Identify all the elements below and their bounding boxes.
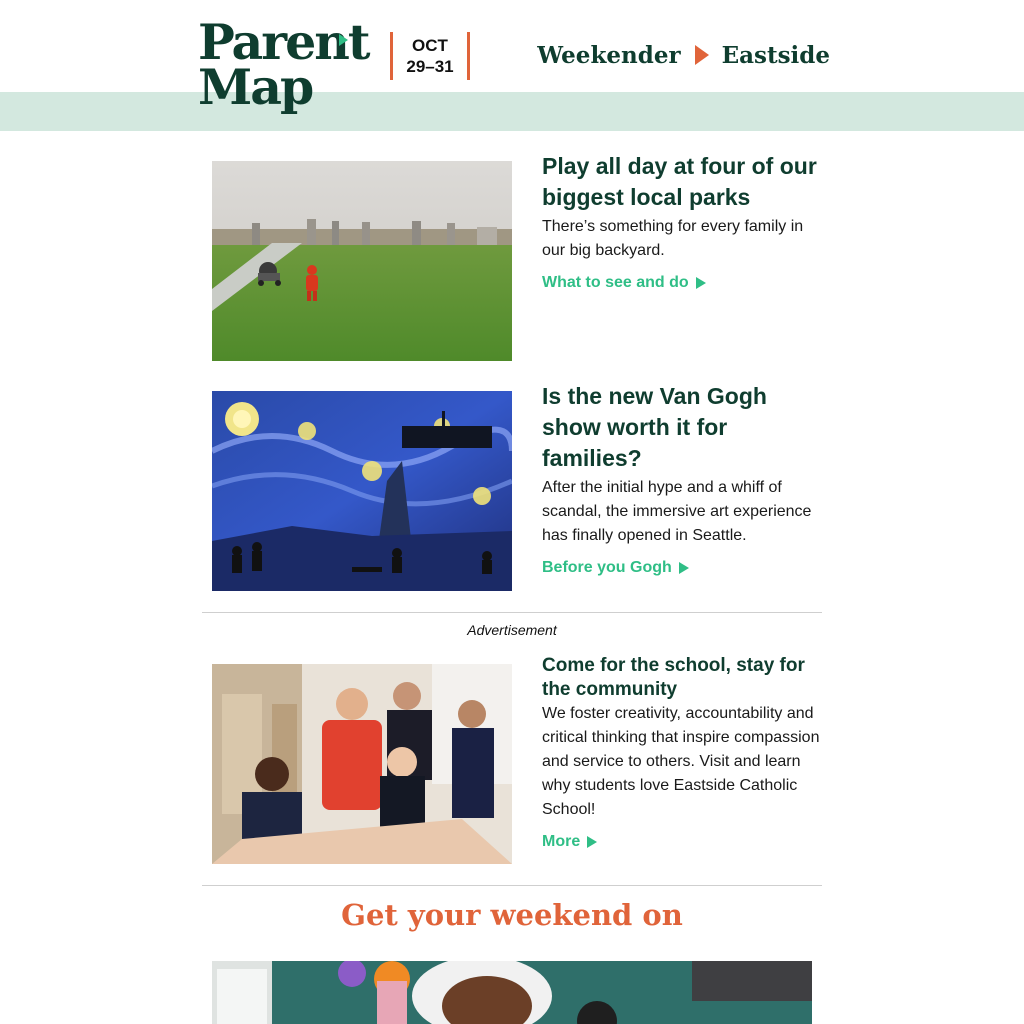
parks-photo[interactable] [212,161,512,361]
region-name: Eastside [721,41,830,69]
logo-text-parent: Parent [198,13,369,71]
read-more-link[interactable] [542,558,689,578]
advertisement-label: Advertisement [467,622,557,638]
ad-more-link[interactable] [542,832,597,852]
article-headline[interactable]: Play all day at four of our biggest local parks [542,153,817,210]
newsletter-name: Weekender [537,41,681,69]
article-blurb: After the initial hype and a whiff of scandal, the immersive art experience has finally opened in Seattle. [542,479,812,544]
article-van-gogh-text [542,381,824,578]
read-more-link[interactable] [542,273,706,293]
divider [202,885,822,886]
header [0,0,1024,131]
issue-date [390,32,470,80]
weekend-feature-photo[interactable] [212,961,812,1024]
ad-blurb: We foster creativity, accountability and critical thinking that inspire compassion and service to others. Visit and learn why students love Eastside Catholic School! [542,705,820,818]
read-more-label: Before you Gogh [542,559,672,576]
play-arrow-icon [679,562,689,574]
ad-eastside-catholic [212,655,824,864]
section-title: Get your weekend on [341,898,683,932]
article-blurb: There’s something for every family in our big backyard. [542,218,804,259]
play-arrow-icon [695,45,709,65]
ad-text [542,654,824,852]
read-more-label: What to see and do [542,274,689,291]
logo-text-map: Map [198,58,313,116]
students-photo[interactable] [212,664,512,864]
parentmap-logo[interactable] [198,10,369,122]
article-parks [212,153,824,361]
article-parks-text [542,151,824,293]
van-gogh-photo[interactable] [212,391,512,591]
header-band [0,92,1024,131]
play-arrow-icon [696,277,706,289]
issue-date-days: 29–31 [406,57,454,76]
newsletter-title [537,40,830,70]
logo-play-icon [339,34,348,46]
play-arrow-icon [587,836,597,848]
divider [202,612,822,613]
ad-more-label: More [542,833,581,850]
article-van-gogh [212,383,824,591]
article-headline[interactable]: Is the new Van Gogh show worth it for families? [542,383,767,471]
ad-headline[interactable]: Come for the school, stay for the community [542,655,805,700]
issue-date-month: OCT [412,36,448,55]
